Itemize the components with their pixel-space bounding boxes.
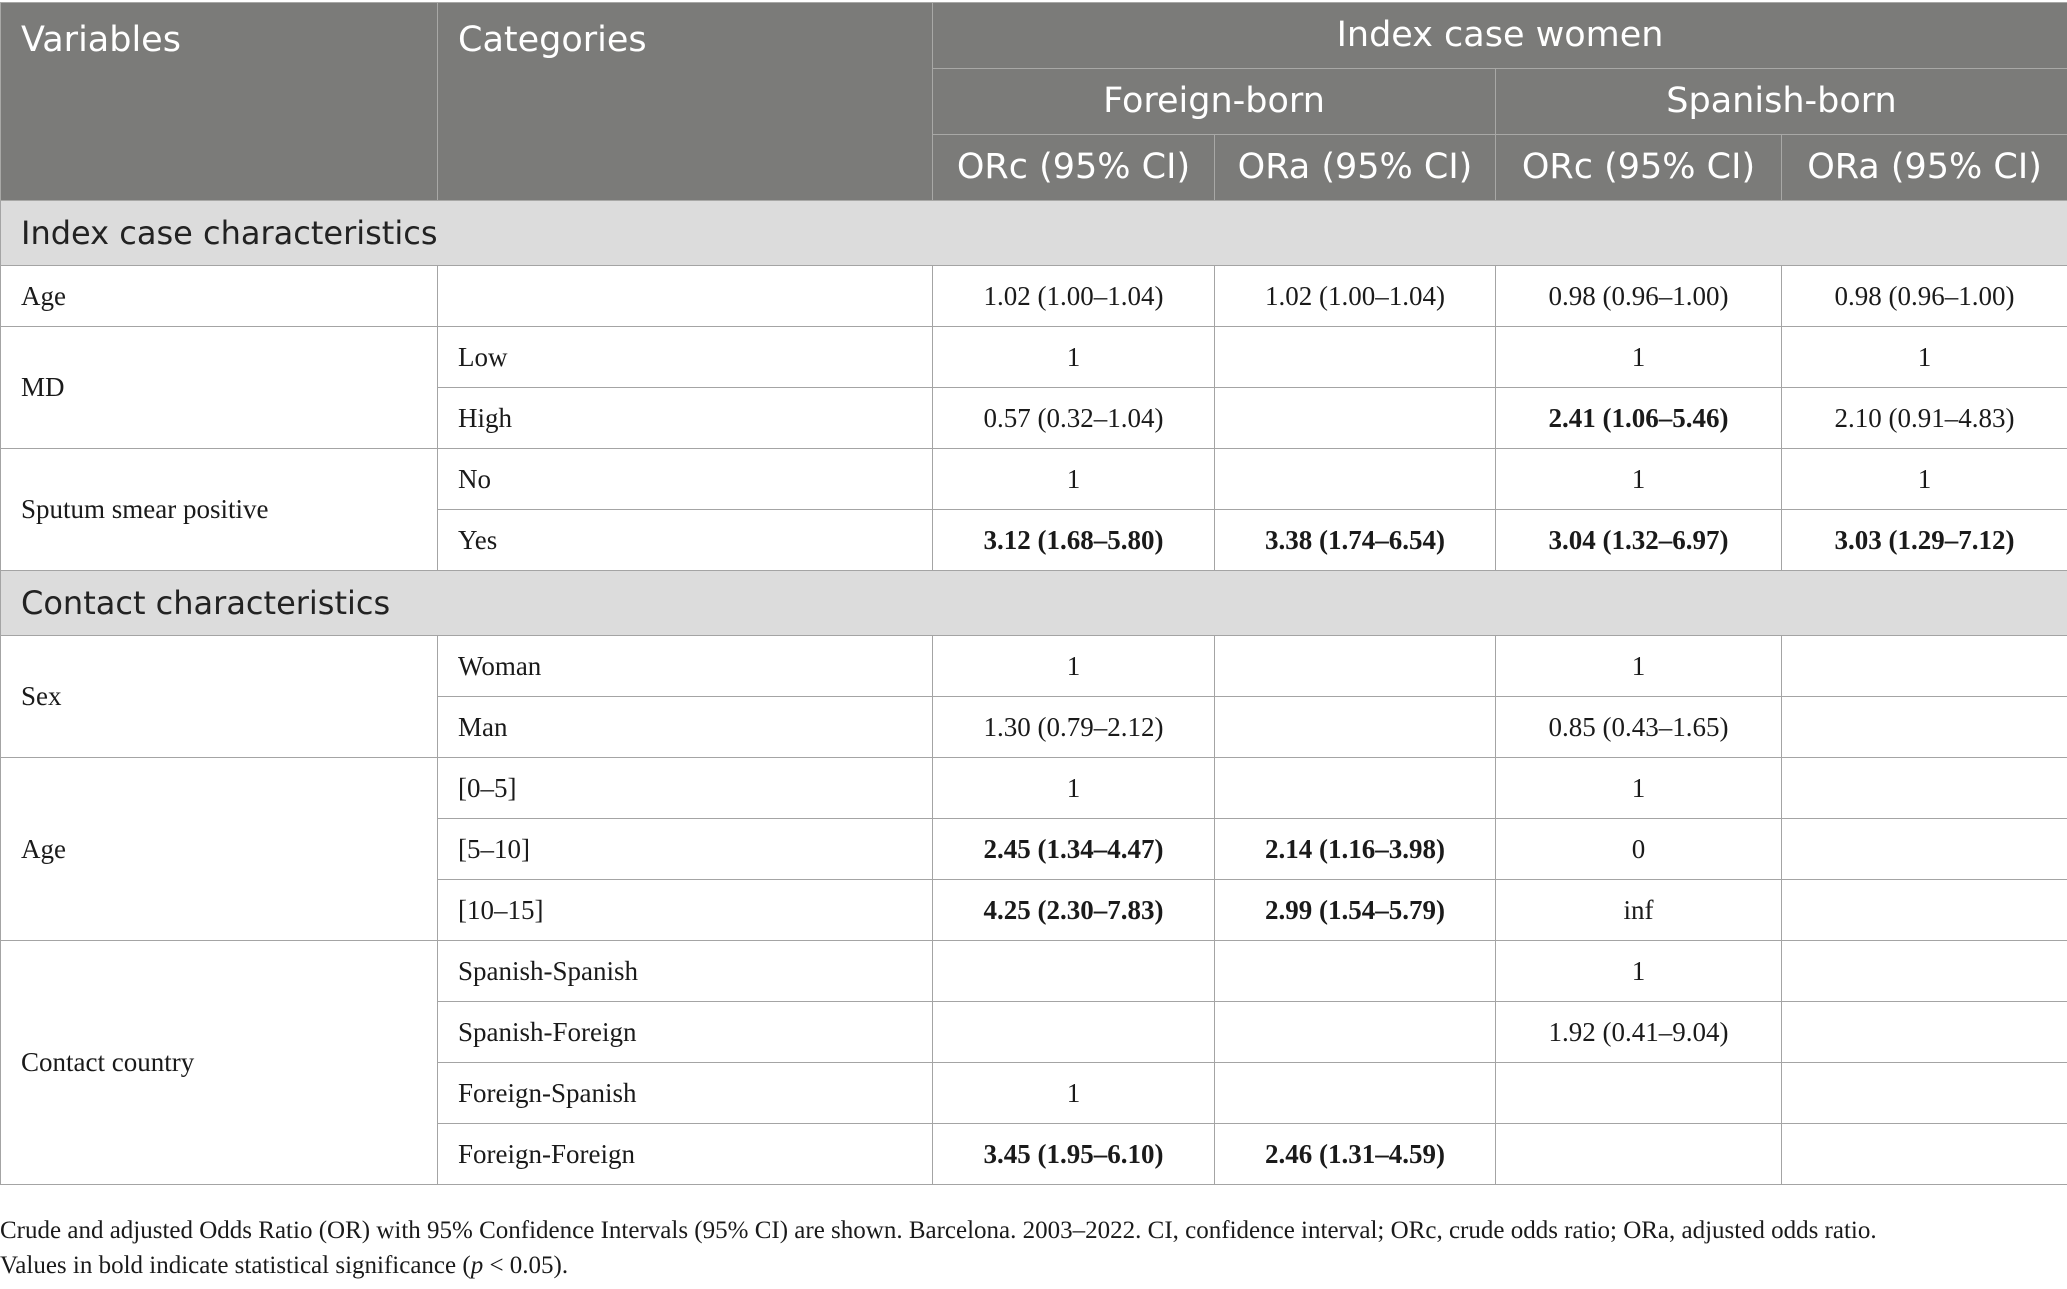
value-cell: 1 xyxy=(1782,449,2067,510)
col-header-sb-orc: ORc (95% CI) xyxy=(1496,135,1782,201)
value-cell xyxy=(1215,636,1496,697)
table-row xyxy=(1,327,2067,388)
value-cell-significant: 3.38 (1.74–6.54) xyxy=(1215,510,1496,571)
table-row xyxy=(1,266,2067,327)
value-cell: 0.57 (0.32–1.04) xyxy=(933,388,1215,449)
value-cell: 1 xyxy=(933,1063,1215,1124)
value-cell xyxy=(1782,941,2067,1002)
col-header-fb-orc: ORc (95% CI) xyxy=(933,135,1215,201)
table-row xyxy=(1,758,2067,819)
value-cell: 0.98 (0.96–1.00) xyxy=(1782,266,2067,327)
value-cell-significant: 2.41 (1.06–5.46) xyxy=(1496,388,1782,449)
variable-label: Sputum smear positive xyxy=(1,449,438,571)
value-cell xyxy=(1496,1063,1782,1124)
value-cell xyxy=(933,1002,1215,1063)
variable-label: Sex xyxy=(1,636,438,758)
category-label: Yes xyxy=(438,510,933,571)
footnote-line-2 xyxy=(0,1248,2067,1283)
value-cell: 1 xyxy=(933,449,1215,510)
footnote-line-2-start: Values in bold indicate statistical significance ( xyxy=(0,1252,471,1279)
group-header-foreign-born: Foreign-born xyxy=(933,69,1496,135)
value-cell xyxy=(1782,636,2067,697)
value-cell: 1.02 (1.00–1.04) xyxy=(933,266,1215,327)
value-cell xyxy=(1782,1002,2067,1063)
value-cell: 0.85 (0.43–1.65) xyxy=(1496,697,1782,758)
header-row-1 xyxy=(1,3,2067,69)
footnote-line-1: Crude and adjusted Odds Ratio (OR) with 95% Confidence Intervals (95% CI) are shown. Barcelona. 2003–2022. CI, confidence interval; ORc, crude odds ratio; ORa, adjusted odds ratio. xyxy=(0,1217,1877,1244)
value-cell: 1 xyxy=(1496,636,1782,697)
section-row-index-case xyxy=(1,201,2067,266)
category-label: High xyxy=(438,388,933,449)
variable-label: Age xyxy=(1,266,438,327)
value-cell xyxy=(1215,449,1496,510)
value-cell xyxy=(1215,388,1496,449)
category-label: Spanish-Foreign xyxy=(438,1002,933,1063)
value-cell: 1 xyxy=(933,636,1215,697)
value-cell xyxy=(1782,758,2067,819)
col-header-fb-ora: ORa (95% CI) xyxy=(1215,135,1496,201)
value-cell-significant: 2.45 (1.34–4.47) xyxy=(933,819,1215,880)
value-cell: 1 xyxy=(1496,941,1782,1002)
value-cell: inf xyxy=(1496,880,1782,941)
value-cell xyxy=(1496,1124,1782,1185)
section-row-contact xyxy=(1,571,2067,636)
table-row xyxy=(1,941,2067,1002)
value-cell-significant: 2.14 (1.16–3.98) xyxy=(1215,819,1496,880)
value-cell: 1.92 (0.41–9.04) xyxy=(1496,1002,1782,1063)
value-cell: 1 xyxy=(933,327,1215,388)
variable-label: Age xyxy=(1,758,438,941)
footnote-p-symbol: p xyxy=(470,1252,484,1279)
variable-label: MD xyxy=(1,327,438,449)
group-header-spanish-born: Spanish-born xyxy=(1496,69,2067,135)
value-cell: 1.30 (0.79–2.12) xyxy=(933,697,1215,758)
section-title-contact: Contact characteristics xyxy=(1,571,2067,636)
value-cell xyxy=(1215,1063,1496,1124)
value-cell-significant: 3.12 (1.68–5.80) xyxy=(933,510,1215,571)
value-cell-significant: 4.25 (2.30–7.83) xyxy=(933,880,1215,941)
col-header-sb-ora: ORa (95% CI) xyxy=(1782,135,2067,201)
value-cell: 1.02 (1.00–1.04) xyxy=(1215,266,1496,327)
table-footnote xyxy=(0,1213,2067,1283)
value-cell: 0 xyxy=(1496,819,1782,880)
category-label: [5–10] xyxy=(438,819,933,880)
section-title-index-case: Index case characteristics xyxy=(1,201,2067,266)
category-label: No xyxy=(438,449,933,510)
value-cell: 1 xyxy=(933,758,1215,819)
category-label xyxy=(438,266,933,327)
value-cell: 0.98 (0.96–1.00) xyxy=(1496,266,1782,327)
value-cell xyxy=(1215,941,1496,1002)
value-cell xyxy=(933,941,1215,1002)
value-cell: 1 xyxy=(1496,758,1782,819)
value-cell xyxy=(1215,758,1496,819)
category-label: Woman xyxy=(438,636,933,697)
category-label: Foreign-Foreign xyxy=(438,1124,933,1185)
category-label: Spanish-Spanish xyxy=(438,941,933,1002)
table-row xyxy=(1,449,2067,510)
value-cell: 1 xyxy=(1496,449,1782,510)
value-cell xyxy=(1215,327,1496,388)
value-cell-significant: 3.03 (1.29–7.12) xyxy=(1782,510,2067,571)
category-label: [0–5] xyxy=(438,758,933,819)
footnote-line-2-end: < 0.05). xyxy=(483,1252,569,1279)
value-cell xyxy=(1215,1002,1496,1063)
value-cell xyxy=(1782,1124,2067,1185)
value-cell-significant: 2.99 (1.54–5.79) xyxy=(1215,880,1496,941)
category-label: Foreign-Spanish xyxy=(438,1063,933,1124)
value-cell-significant: 2.46 (1.31–4.59) xyxy=(1215,1124,1496,1185)
value-cell xyxy=(1782,1063,2067,1124)
value-cell xyxy=(1215,697,1496,758)
odds-ratio-table xyxy=(0,2,2067,1185)
table-row xyxy=(1,636,2067,697)
value-cell: 1 xyxy=(1782,327,2067,388)
col-header-variables: Variables xyxy=(1,3,438,201)
category-label: [10–15] xyxy=(438,880,933,941)
value-cell: 2.10 (0.91–4.83) xyxy=(1782,388,2067,449)
value-cell: 1 xyxy=(1496,327,1782,388)
value-cell xyxy=(1782,697,2067,758)
group-header-index-case-women: Index case women xyxy=(933,3,2067,69)
variable-label: Contact country xyxy=(1,941,438,1185)
value-cell xyxy=(1782,819,2067,880)
col-header-categories: Categories xyxy=(438,3,933,201)
value-cell xyxy=(1782,880,2067,941)
category-label: Low xyxy=(438,327,933,388)
value-cell-significant: 3.04 (1.32–6.97) xyxy=(1496,510,1782,571)
category-label: Man xyxy=(438,697,933,758)
value-cell-significant: 3.45 (1.95–6.10) xyxy=(933,1124,1215,1185)
